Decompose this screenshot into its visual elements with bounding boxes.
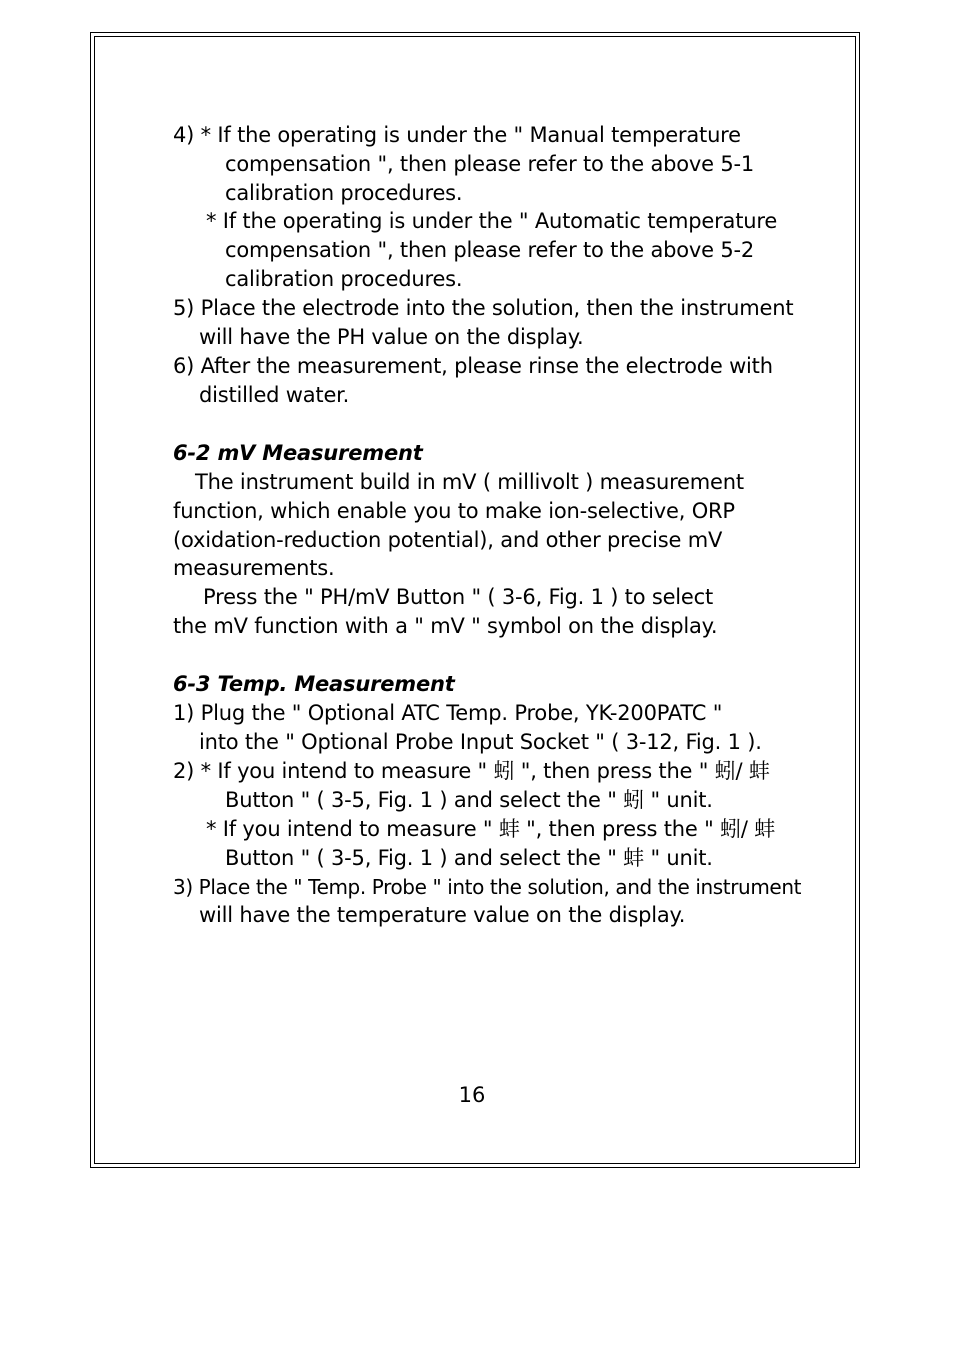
mv-para1-line3: (oxidation-reduction potential), and other precise mV [173,528,723,552]
item6-line1: 6) After the measurement, please rinse the electrode with [173,354,773,378]
temp-item3-line1: 3) Place the " Temp. Probe " into the solution, and the instrument [173,875,802,899]
item4-bullet1-line1: 4) * If the operating is under the " Manual temperature [173,123,741,147]
item6-line2: distilled water. [199,383,350,407]
temp-item2-bullet2-line1: * If you intend to measure " 蚌 ", then press the " 蚓/ 蚌 [206,817,776,841]
mv-para1-line1: The instrument build in mV ( millivolt ) measurement [195,470,744,494]
mv-para2-line2: the mV function with a " mV " symbol on the display. [173,614,718,638]
item4-bullet2-line1: * If the operating is under the " Automatic temperature [206,209,778,233]
item5-line1: 5) Place the electrode into the solution, then the instrument [173,296,794,320]
temp-item2-bullet1-line2: Button " ( 3-5, Fig. 1 ) and select the " 蚓 " unit. [225,788,713,812]
mv-para2-line1: Press the " PH/mV Button " ( 3-6, Fig. 1 ) to select [203,585,714,609]
temp-item3-line2: will have the temperature value on the display. [199,903,686,927]
item5-line2: will have the PH value on the display. [199,325,584,349]
item4-bullet1-line2: compensation ", then please refer to the above 5-1 [225,152,755,176]
mv-para1-line4: measurements. [173,556,335,580]
item4-bullet2-line2: compensation ", then please refer to the above 5-2 [225,238,755,262]
mv-section-heading: 6-2 mV Measurement [173,441,423,465]
temp-item1-line2: into the " Optional Probe Input Socket " ( 3-12, Fig. 1 ). [199,730,762,754]
page-number: 16 [458,1083,486,1107]
temp-item1-line1: 1) Plug the " Optional ATC Temp. Probe, YK-200PATC " [173,701,723,725]
temp-item2-bullet1-line1: 2) * If you intend to measure " 蚓 ", then press the " 蚓/ 蚌 [173,759,770,783]
temp-item2-bullet2-line2: Button " ( 3-5, Fig. 1 ) and select the " 蚌 " unit. [225,846,713,870]
item4-bullet1-line3: calibration procedures. [225,181,463,205]
temp-section-heading: 6-3 Temp. Measurement [173,672,455,696]
item4-bullet2-line3: calibration procedures. [225,267,463,291]
mv-para1-line2: function, which enable you to make ion-selective, ORP [173,499,735,523]
